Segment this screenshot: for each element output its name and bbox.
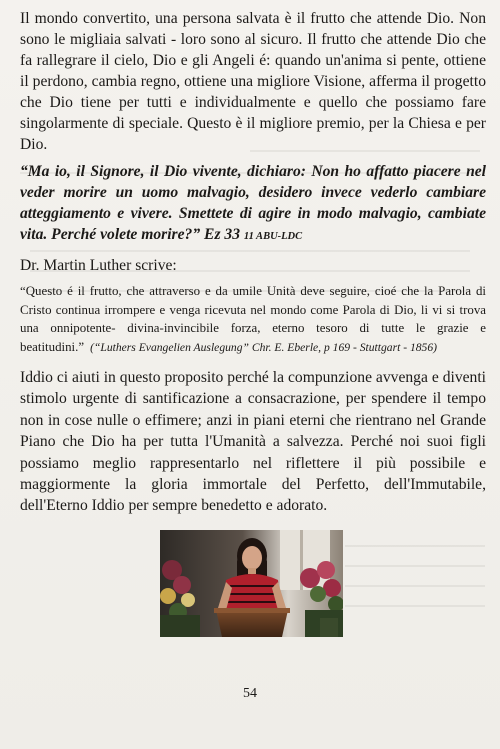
paragraph-prayer: Iddio ci aiuti in questo proposito perché la compunzione avvenga e diventi stimolo urgente di santificazione a consacrazione, per spendere il tempo non in cose nulle o effimere; anzi in piani eterni che rientrano nel Grande Piano che Dio ha per tutta l'Umanità a salvezza. Perché noi suoi figli possiamo meglio rappresentarlo nel riflettere il più possibile e maggiormente la gloria immortale del Perfetto, dell'Immutabile, dell'Eterno Iddio per sempre benedetto e adorato. [20, 369, 486, 515]
page-number: 54 [243, 686, 257, 701]
woman-speaking-at-podium-photo [160, 530, 343, 637]
luther-intro: Dr. Martin Luther scrive: [20, 257, 177, 274]
text-column [20, 8, 486, 517]
scripture-reference: 11 ABU-LDC [243, 231, 303, 242]
luther-quote [20, 282, 486, 357]
scripture-quote-text: “Ma io, il Signore, il Dio vivente, dichiaro: Non ho affatto piacere nel veder morire un uomo malvagio, desidero invece vederlo cambiare atteggiamento e vivere. Smettete di agire in modo malvagio, cambiate vita. Perché volete morire?” Ez 33 [20, 163, 486, 243]
luther-citation: (“Luthers Evangelien Auslegung” Chr. E. Eberle, p 169 - Stuttgart - 1856) [90, 340, 438, 354]
paragraph-fruit-of-salvation: Il mondo convertito, una persona salvata è il frutto che attende Dio. Non sono le migliaia salvati - loro sono al sicuro. Il frutto che attende Dio che fa rallegrare il cielo, Dio e gli Angeli é: quando un'anima si pente, ottiene il perdono, cambia regno, ottiene una migliore Visione, afferma il progetto che Dio tiene per tutti e individualmente e quello che possiamo fare singolarmente di speciale. Questo è il migliore premio, per la Chiesa e per Dio. [20, 10, 486, 153]
scripture-quote [20, 161, 486, 247]
luther-quote-text: “Questo é il frutto, che attraverso e da umile Unità deve seguire, cioé che la Parola di Cristo continua irrompere e venga ricevuta nel mondo come Parola di Dio, li vi si trova una onnipotente- divina-invincibile forza, eterno tesoro di tutte le grazie e beatitudini.” [20, 284, 486, 354]
